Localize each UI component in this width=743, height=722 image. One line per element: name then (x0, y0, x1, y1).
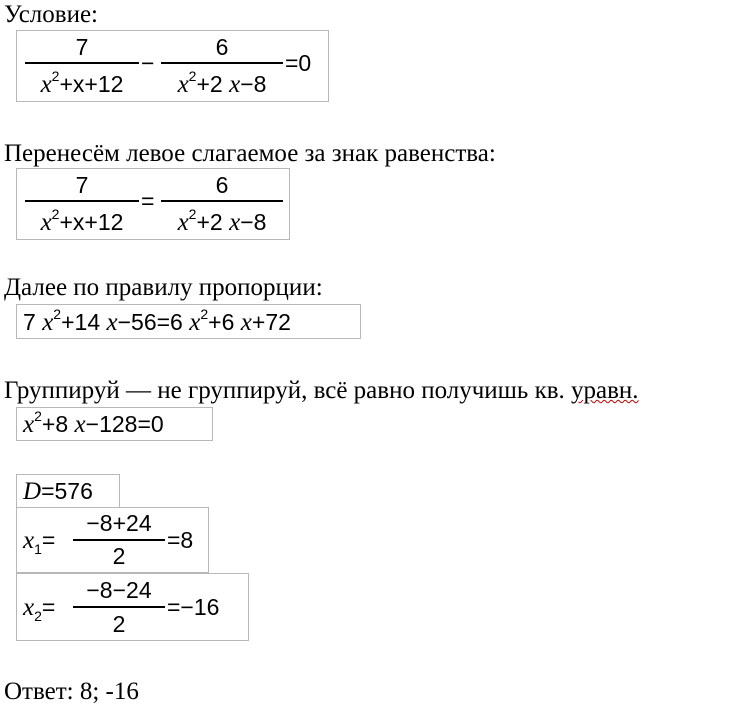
numerator: −8+24 (86, 510, 152, 536)
root-x1-var: $x_1=$ (23, 527, 56, 557)
fraction-bar (161, 62, 283, 64)
denominator: $x^2+2$ x−8 (177, 68, 267, 98)
numerator: 7 (75, 34, 89, 60)
root-x1-fraction (73, 508, 165, 572)
discriminant-expression: D=576 (23, 478, 93, 505)
root-x2-result: =−16 (167, 594, 220, 620)
numerator: 6 (215, 172, 229, 198)
fraction-bar (161, 200, 283, 202)
equals-zero: =0 (285, 50, 312, 76)
denominator: $x^2+x+12$ (40, 206, 124, 236)
fraction-bar (25, 62, 139, 64)
fraction-bar (25, 200, 139, 202)
fraction-left (25, 31, 139, 101)
fraction-right (161, 31, 283, 101)
equation-expression: 7 $x^2+14$ x−56=6 $x^2+6$ x+72 (23, 306, 291, 336)
numerator: 6 (215, 34, 229, 60)
root-x1-result: =8 (167, 527, 194, 553)
answer-line: Ответ: 8; -16 (4, 678, 139, 705)
move-heading: Перенесём левое слагаемое за знак равенства: (4, 140, 496, 167)
denominator: $x^2+2$ x−8 (177, 206, 267, 236)
root-x2-box (16, 573, 249, 641)
proportion-heading: Далее по правилу пропорции: (4, 274, 323, 301)
denominator: 2 (112, 611, 126, 637)
equation-box-condition (16, 30, 329, 102)
equation-box-quadratic (16, 407, 213, 441)
root-x2-fraction (73, 574, 165, 640)
equals-operator: = (141, 188, 155, 214)
equation-box-move (16, 168, 290, 240)
denominator: $x^2+x+12$ (40, 68, 124, 98)
group-heading: Группируй — не группируй, всё равно получишь кв. уравн. (4, 377, 639, 404)
numerator: −8−24 (86, 577, 152, 603)
fraction-bar (73, 539, 165, 541)
condition-heading: Условие: (4, 1, 98, 28)
minus-operator: − (141, 50, 155, 76)
equation-box-proportion (16, 304, 361, 339)
root-x2-var: $x_2=$ (23, 594, 56, 624)
discriminant-box (16, 474, 120, 508)
fraction-right (161, 169, 283, 239)
fraction-bar (73, 606, 165, 608)
numerator: 7 (75, 172, 89, 198)
spellcheck-underlined-word: уравн. (571, 377, 639, 404)
equation-expression: $x^2+8$ x−128=0 (23, 408, 164, 438)
fraction-left (25, 169, 139, 239)
root-x1-box (16, 507, 209, 573)
denominator: 2 (112, 543, 126, 569)
